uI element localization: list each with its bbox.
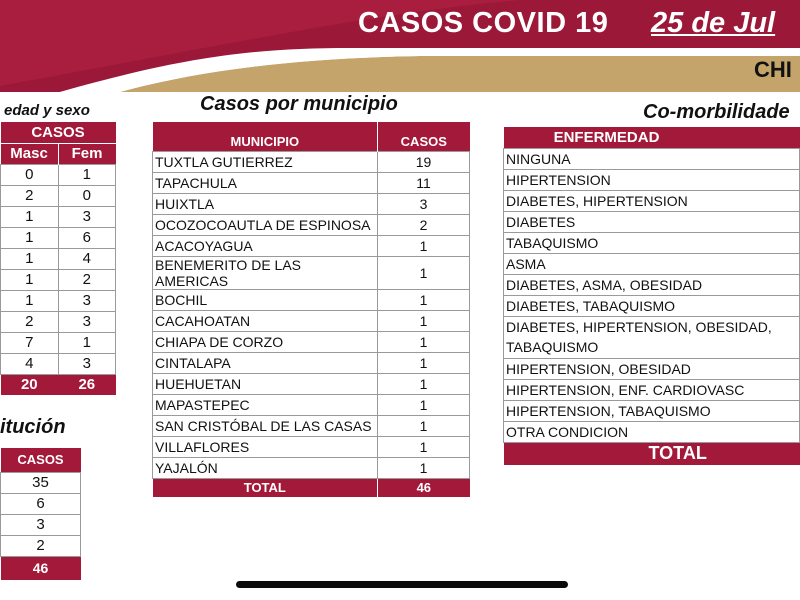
banner-state: CHI — [754, 57, 792, 82]
table-row — [153, 331, 470, 352]
municipio-name-cell: ACACOYAGUA — [153, 235, 378, 256]
comorbidity-title: Co-morbilidade — [643, 101, 790, 123]
municipio-name-cell: HUEHUETAN — [153, 373, 378, 394]
fem-cell: 0 — [58, 185, 115, 206]
institution-total: 46 — [1, 556, 81, 580]
table-row — [153, 373, 470, 394]
age-sex-title: edad y sexo — [4, 102, 90, 119]
institution-header: CASOS — [1, 448, 81, 472]
condition-cell: DIABETES, TABAQUISMO — [504, 295, 800, 316]
table-row — [504, 421, 800, 442]
table-row — [1, 353, 116, 374]
table-row — [1, 311, 116, 332]
municipio-cases-cell: 1 — [378, 289, 470, 310]
municipio-cases-cell: 1 — [378, 310, 470, 331]
municipio-total-value: 46 — [378, 478, 470, 497]
header-banner — [0, 0, 800, 92]
municipio-cases-cell: 1 — [378, 415, 470, 436]
comorbidity-table — [503, 127, 800, 465]
condition-cell: DIABETES, ASMA, OBESIDAD — [504, 274, 800, 295]
fem-cell: 3 — [58, 206, 115, 227]
fem-cell: 6 — [58, 227, 115, 248]
col-fem: Fem — [58, 143, 115, 164]
col-masc: Masc — [1, 143, 59, 164]
age-sex-table — [0, 122, 116, 395]
municipio-cases-cell: 1 — [378, 436, 470, 457]
masc-cell: 1 — [1, 269, 59, 290]
fem-cell: 2 — [58, 269, 115, 290]
table-row — [1, 493, 81, 514]
comorbidity-header: ENFERMEDAD — [504, 127, 800, 148]
table-row — [504, 274, 800, 295]
banner-date: 25 de Jul — [651, 7, 776, 39]
municipio-name-cell: OCOZOCOAUTLA DE ESPINOSA — [153, 214, 378, 235]
municipio-cases-cell: 1 — [378, 457, 470, 478]
table-row — [504, 232, 800, 253]
municipio-cases-cell: 1 — [378, 373, 470, 394]
municipio-col-name: MUNICIPIO — [153, 122, 378, 151]
municipio-cases-cell: 19 — [378, 151, 470, 172]
institution-cell: 2 — [1, 535, 81, 556]
municipio-name-cell: CHIAPA DE CORZO — [153, 331, 378, 352]
table-row — [1, 535, 81, 556]
institution-table — [0, 448, 81, 580]
table-row — [504, 190, 800, 211]
age-sex-group-header: CASOS — [1, 122, 116, 143]
municipio-cases-cell: 3 — [378, 193, 470, 214]
institution-cell: 3 — [1, 514, 81, 535]
banner-title: CASOS COVID 19 — [358, 7, 609, 39]
table-row — [1, 472, 81, 493]
masc-cell: 1 — [1, 248, 59, 269]
table-row — [153, 310, 470, 331]
fem-cell: 4 — [58, 248, 115, 269]
masc-cell: 7 — [1, 332, 59, 353]
table-row — [153, 235, 470, 256]
municipio-name-cell: CACAHOATAN — [153, 310, 378, 331]
table-row — [153, 457, 470, 478]
condition-cell: DIABETES, HIPERTENSION, OBESIDAD, — [504, 316, 800, 337]
institution-cell: 35 — [1, 472, 81, 493]
table-row — [504, 358, 800, 379]
municipio-cases-cell: 2 — [378, 214, 470, 235]
table-row — [504, 253, 800, 274]
fem-cell: 3 — [58, 290, 115, 311]
condition-cell: HIPERTENSION, ENF. CARDIOVASC — [504, 379, 800, 400]
condition-cell: TABAQUISMO — [504, 232, 800, 253]
condition-cell: TABAQUISMO — [504, 337, 800, 358]
condition-cell: DIABETES — [504, 211, 800, 232]
home-indicator-bar[interactable] — [236, 581, 568, 588]
table-row — [153, 256, 470, 289]
municipio-total-label: TOTAL — [153, 478, 378, 497]
fem-cell: 3 — [58, 311, 115, 332]
municipio-name-cell: MAPASTEPEC — [153, 394, 378, 415]
comorbidity-total-label: TOTAL — [504, 442, 800, 465]
municipio-table — [152, 122, 470, 497]
masc-cell: 2 — [1, 311, 59, 332]
municipio-name-cell: SAN CRISTÓBAL DE LAS CASAS — [153, 415, 378, 436]
table-row — [1, 185, 116, 206]
municipio-name-cell: BOCHIL — [153, 289, 378, 310]
condition-cell: NINGUNA — [504, 148, 800, 169]
municipio-name-cell: TUXTLA GUTIERREZ — [153, 151, 378, 172]
table-row — [153, 394, 470, 415]
condition-cell: HIPERTENSION, TABAQUISMO — [504, 400, 800, 421]
table-row — [1, 269, 116, 290]
municipio-name-cell: BENEMERITO DE LAS AMERICAS — [153, 256, 378, 289]
municipio-cases-cell: 1 — [378, 352, 470, 373]
total-fem: 26 — [58, 374, 115, 395]
condition-cell: HIPERTENSION — [504, 169, 800, 190]
table-row — [153, 193, 470, 214]
table-row — [1, 248, 116, 269]
table-row — [504, 316, 800, 337]
table-row — [153, 415, 470, 436]
masc-cell: 4 — [1, 353, 59, 374]
municipio-col-cases: CASOS — [378, 122, 470, 151]
table-row — [153, 436, 470, 457]
institution-cell: 6 — [1, 493, 81, 514]
masc-cell: 1 — [1, 290, 59, 311]
table-row — [1, 332, 116, 353]
masc-cell: 0 — [1, 164, 59, 185]
total-masc: 20 — [1, 374, 59, 395]
masc-cell: 1 — [1, 227, 59, 248]
masc-cell: 2 — [1, 185, 59, 206]
municipio-cases-cell: 1 — [378, 256, 470, 289]
condition-cell: HIPERTENSION, OBESIDAD — [504, 358, 800, 379]
table-row — [1, 206, 116, 227]
municipio-name-cell: TAPACHULA — [153, 172, 378, 193]
masc-cell: 1 — [1, 206, 59, 227]
table-row — [504, 379, 800, 400]
condition-cell: DIABETES, HIPERTENSION — [504, 190, 800, 211]
municipio-cases-cell: 1 — [378, 331, 470, 352]
fem-cell: 1 — [58, 332, 115, 353]
institution-title: itución — [0, 416, 66, 438]
table-row — [1, 514, 81, 535]
municipio-name-cell: VILLAFLORES — [153, 436, 378, 457]
condition-cell: ASMA — [504, 253, 800, 274]
table-row — [1, 164, 116, 185]
table-row — [153, 352, 470, 373]
table-row — [504, 148, 800, 169]
table-row — [504, 337, 800, 358]
table-row — [504, 400, 800, 421]
municipio-cases-cell: 1 — [378, 394, 470, 415]
municipio-name-cell: CINTALAPA — [153, 352, 378, 373]
table-row — [153, 214, 470, 235]
table-row — [153, 172, 470, 193]
table-row — [1, 227, 116, 248]
municipio-name-cell: YAJALÓN — [153, 457, 378, 478]
municipio-name-cell: HUIXTLA — [153, 193, 378, 214]
fem-cell: 3 — [58, 353, 115, 374]
table-row — [1, 290, 116, 311]
fem-cell: 1 — [58, 164, 115, 185]
table-row — [504, 211, 800, 232]
table-row — [153, 151, 470, 172]
municipio-cases-cell: 1 — [378, 235, 470, 256]
municipio-title: Casos por municipio — [200, 93, 398, 115]
table-row — [153, 289, 470, 310]
municipio-cases-cell: 11 — [378, 172, 470, 193]
table-row — [504, 295, 800, 316]
condition-cell: OTRA CONDICION — [504, 421, 800, 442]
table-row — [504, 169, 800, 190]
